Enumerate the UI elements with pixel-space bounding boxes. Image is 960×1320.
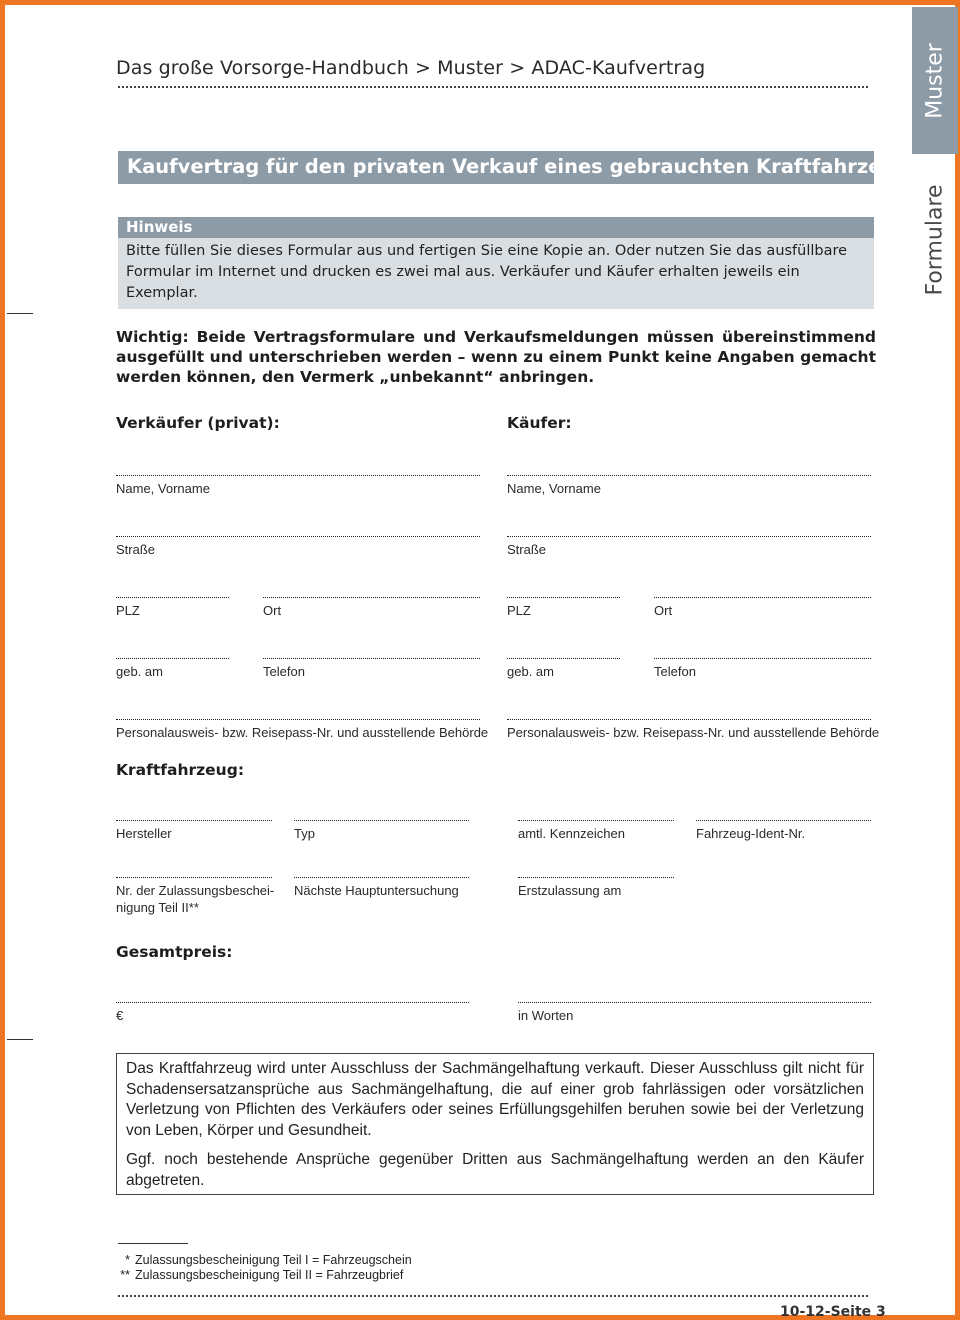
vehicle-manufacturer-field[interactable]	[116, 820, 272, 842]
note-box	[118, 217, 874, 309]
price-in-words-label: in Worten	[518, 1008, 574, 1023]
fold-mark-top	[7, 313, 33, 314]
important-notice: Wichtig: Beide Vertragsformulare und Verkaufsmeldungen müssen übereinstimmend ausgefüllt und unterschrieben werden – wenn zu einem Punkt keine Angaben gemacht werden können, den Vermerk „unbekannt“ anbringen.	[116, 328, 876, 386]
seller-phone-label: Telefon	[263, 664, 305, 679]
page-title: Kaufvertrag für den privaten Verkauf eines gebrauchten Kraftfahrzeugs	[118, 151, 874, 184]
vehicle-manufacturer-label: Hersteller	[116, 826, 172, 841]
footnote-1	[116, 1253, 412, 1267]
vehicle-vin-label: Fahrzeug-Ident-Nr.	[696, 826, 806, 841]
buyer-heading: Käufer:	[507, 414, 572, 432]
buyer-name-label: Name, Vorname	[507, 481, 601, 496]
vehicle-heading: Kraftfahrzeug:	[116, 761, 245, 779]
tab-muster-label: Muster	[922, 42, 948, 119]
seller-birth-label: geb. am	[116, 664, 163, 679]
vehicle-plate-label: amtl. Kennzeichen	[518, 826, 625, 841]
buyer-phone-label: Telefon	[654, 664, 696, 679]
seller-birth-field[interactable]	[116, 658, 229, 680]
tab-formulare	[912, 165, 958, 315]
seller-street-label: Straße	[116, 542, 156, 557]
vehicle-registration-label-line2: nigung Teil II**	[116, 900, 199, 915]
vehicle-plate-field[interactable]	[518, 820, 674, 842]
vehicle-type-field[interactable]	[294, 820, 469, 842]
vehicle-inspection-field[interactable]	[294, 877, 469, 899]
note-heading: Hinweis	[118, 217, 874, 238]
vehicle-vin-field[interactable]	[696, 820, 871, 842]
buyer-name-field[interactable]	[507, 475, 871, 497]
price-amount-field[interactable]	[116, 1002, 469, 1024]
buyer-street-label: Straße	[507, 542, 547, 557]
buyer-zip-label: PLZ	[507, 603, 531, 618]
disclaimer-paragraph-2: Ggf. noch bestehende Ansprüche gegenüber Dritten aus Sachmängelhaftung werden an den Käufer abgetreten.	[126, 1151, 864, 1189]
buyer-street-field[interactable]	[507, 536, 871, 558]
seller-heading: Verkäufer (privat):	[116, 414, 280, 432]
buyer-phone-field[interactable]	[654, 658, 871, 680]
footer-divider	[118, 1295, 868, 1297]
seller-zip-label: PLZ	[116, 603, 140, 618]
seller-street-field[interactable]	[116, 536, 480, 558]
vehicle-first-registration-field[interactable]	[518, 877, 674, 899]
vehicle-inspection-label: Nächste Hauptuntersuchung	[294, 883, 459, 898]
tab-formulare-label: Formulare	[922, 184, 948, 296]
footnote-1-text: Zulassungsbescheinigung Teil I = Fahrzeugschein	[135, 1253, 412, 1267]
seller-city-label: Ort	[263, 603, 282, 618]
tab-muster	[912, 7, 958, 154]
seller-name-label: Name, Vorname	[116, 481, 210, 496]
seller-id-field[interactable]	[116, 719, 489, 741]
buyer-zip-field[interactable]	[507, 597, 620, 619]
footnote-2	[116, 1268, 403, 1282]
buyer-birth-field[interactable]	[507, 658, 620, 680]
price-heading: Gesamtpreis:	[116, 943, 233, 961]
buyer-id-field[interactable]	[507, 719, 880, 741]
seller-phone-field[interactable]	[263, 658, 480, 680]
vehicle-type-label: Typ	[294, 826, 315, 841]
footnote-divider	[118, 1243, 188, 1244]
disclaimer-box	[116, 1053, 874, 1195]
header-divider	[118, 86, 868, 88]
price-in-words-field[interactable]	[518, 1002, 871, 1024]
vehicle-first-registration-label: Erstzulassung am	[518, 883, 622, 898]
note-text: Bitte füllen Sie dieses Formular aus und fertigen Sie eine Kopie an. Oder nutzen Sie das ausfüllbare Formular im Internet und drucken es zwei mal aus. Verkäufer und Käufer erhalten jeweils ein Exemplar.	[118, 238, 874, 309]
vehicle-registration-field[interactable]	[116, 877, 275, 916]
page-number: 10-12-Seite 3	[780, 1304, 886, 1320]
footnote-2-text: Zulassungsbescheinigung Teil II = Fahrzeugbrief	[135, 1268, 404, 1282]
footnote-2-mark: **	[120, 1268, 130, 1282]
seller-id-label: Personalausweis- bzw. Reisepass-Nr. und ausstellende Behörde	[116, 725, 489, 740]
seller-city-field[interactable]	[263, 597, 480, 619]
footnote-1-mark: *	[125, 1253, 130, 1267]
buyer-city-label: Ort	[654, 603, 673, 618]
vehicle-registration-label-line1: Nr. der Zulassungsbeschei-	[116, 883, 275, 898]
seller-zip-field[interactable]	[116, 597, 229, 619]
fold-mark-bottom	[7, 1039, 33, 1040]
disclaimer-paragraph-1: Das Kraftfahrzeug wird unter Ausschluss der Sachmängelhaftung verkauft. Dieser Ausschluss gilt nicht für Schadensersatzansprüche aus Sachmängelhaftung, die auf einer grob fahrlässigen oder vorsätzlichen Verletzung von Pflichten des Verkäufers oder seines Erfüllungsgehilfen beruhen sowie bei der Verletzung von Leben, Körper und Gesundheit.	[126, 1060, 864, 1139]
buyer-id-label: Personalausweis- bzw. Reisepass-Nr. und ausstellende Behörde	[507, 725, 880, 740]
seller-name-field[interactable]	[116, 475, 480, 497]
breadcrumb: Das große Vorsorge-Handbuch > Muster > ADAC-Kaufvertrag	[116, 57, 706, 79]
price-currency-label: €	[116, 1008, 124, 1023]
buyer-city-field[interactable]	[654, 597, 871, 619]
buyer-birth-label: geb. am	[507, 664, 554, 679]
